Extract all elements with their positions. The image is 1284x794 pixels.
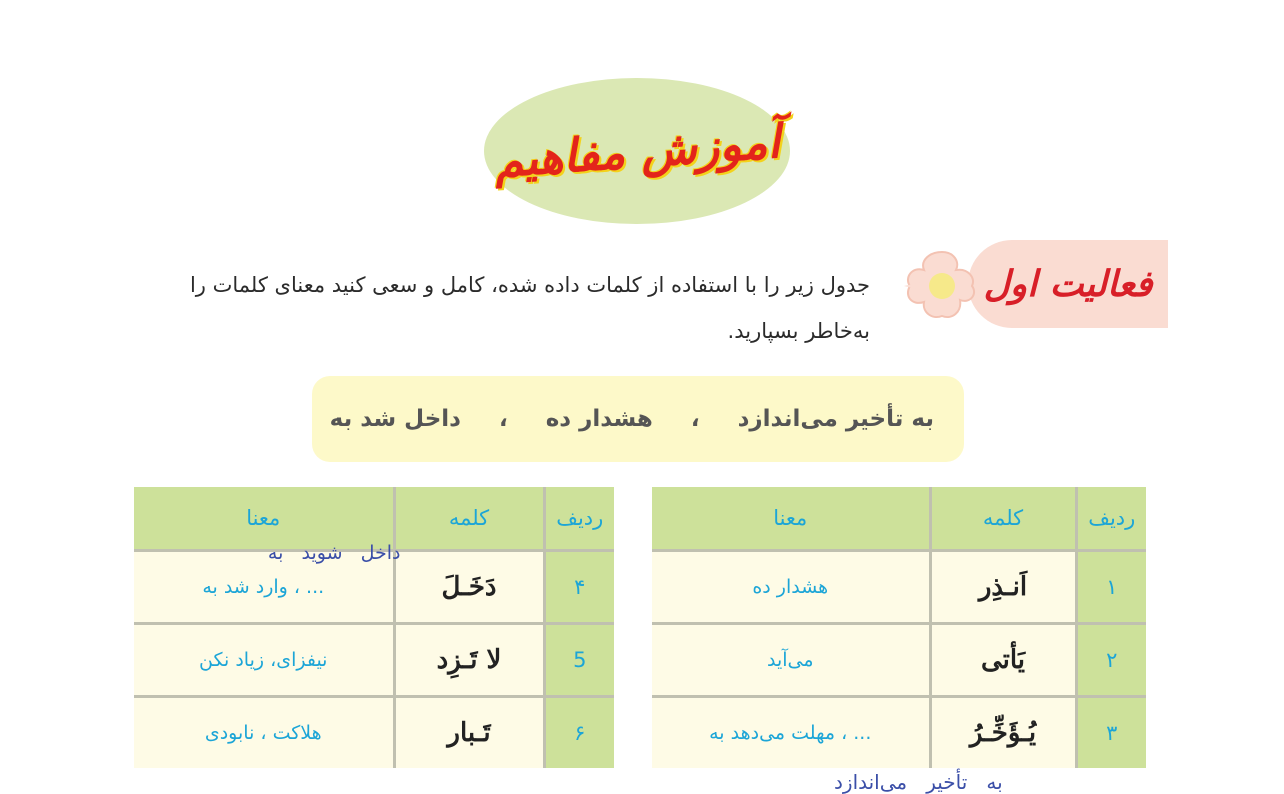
column-header-word: کلمه — [930, 487, 1076, 551]
vocab-table-right — [652, 487, 1146, 768]
handwritten-note: داخل شوید به — [267, 542, 401, 564]
table-header-row — [134, 487, 614, 551]
table-row — [134, 551, 614, 624]
vocab-word: تَـبار — [394, 697, 544, 769]
table-row — [652, 624, 1146, 697]
table-row — [652, 551, 1146, 624]
row-number: ۱ — [1076, 551, 1146, 624]
row-number: ۴ — [544, 551, 614, 624]
vocab-meaning: نیفزای، زیاد نکن — [134, 624, 394, 697]
row-number: ۲ — [1076, 624, 1146, 697]
table-row — [134, 697, 614, 769]
table-row — [652, 697, 1146, 769]
vocab-meaning: ... ، مهلت می‌دهد به — [652, 697, 930, 769]
column-header-row: ردیف — [544, 487, 614, 551]
vocab-meaning — [134, 542, 401, 624]
activity-badge — [968, 240, 1168, 328]
word-bank-item: به تأخیر می‌اندازد — [737, 406, 934, 432]
column-header-meaning: معنا — [134, 487, 394, 551]
vocab-word: اَنـذِر — [930, 551, 1076, 624]
vocab-word: یَأتی — [930, 624, 1076, 697]
section-title: آموزش مفاهیم — [492, 114, 782, 188]
instruction-text: جدول زیر را با استفاده از کلمات داده شده، کامل و سعی کنید معنای کلمات را به‌خاطر بسپارید. — [189, 273, 870, 343]
vocab-word: یُـؤَخِّـرُ — [930, 697, 1076, 769]
activity-label: فعالیت اول — [983, 263, 1153, 305]
vocab-meaning-text: ... ، وارد شد به — [202, 576, 325, 598]
word-bank-separator: ، — [498, 406, 508, 432]
row-number: 5 — [544, 624, 614, 697]
word-bank-separator: ، — [690, 406, 700, 432]
table-row — [134, 624, 614, 697]
flower-ornament-icon — [902, 246, 978, 324]
column-header-row: ردیف — [1076, 487, 1146, 551]
vocab-meaning: هشدار ده — [652, 551, 930, 624]
word-bank — [312, 376, 964, 462]
row-number: ۶ — [544, 697, 614, 769]
vocab-word: دَخَـلَ — [394, 551, 544, 624]
row-number: ۳ — [1076, 697, 1146, 769]
section-title-oval — [484, 78, 790, 224]
vocab-meaning: هلاکت ، نابودی — [134, 697, 394, 769]
vocab-word: لا تَـزِد — [394, 624, 544, 697]
column-header-meaning: معنا — [652, 487, 930, 551]
vocab-meaning: می‌آید — [652, 624, 930, 697]
handwritten-bottom-note: به تأخیر می‌اندازد — [834, 770, 1003, 794]
word-bank-item: هشدار ده — [545, 406, 653, 432]
vocab-table-left — [134, 487, 614, 768]
column-header-word: کلمه — [394, 487, 544, 551]
word-bank-item: داخل شد به — [329, 406, 461, 432]
table-header-row — [652, 487, 1146, 551]
